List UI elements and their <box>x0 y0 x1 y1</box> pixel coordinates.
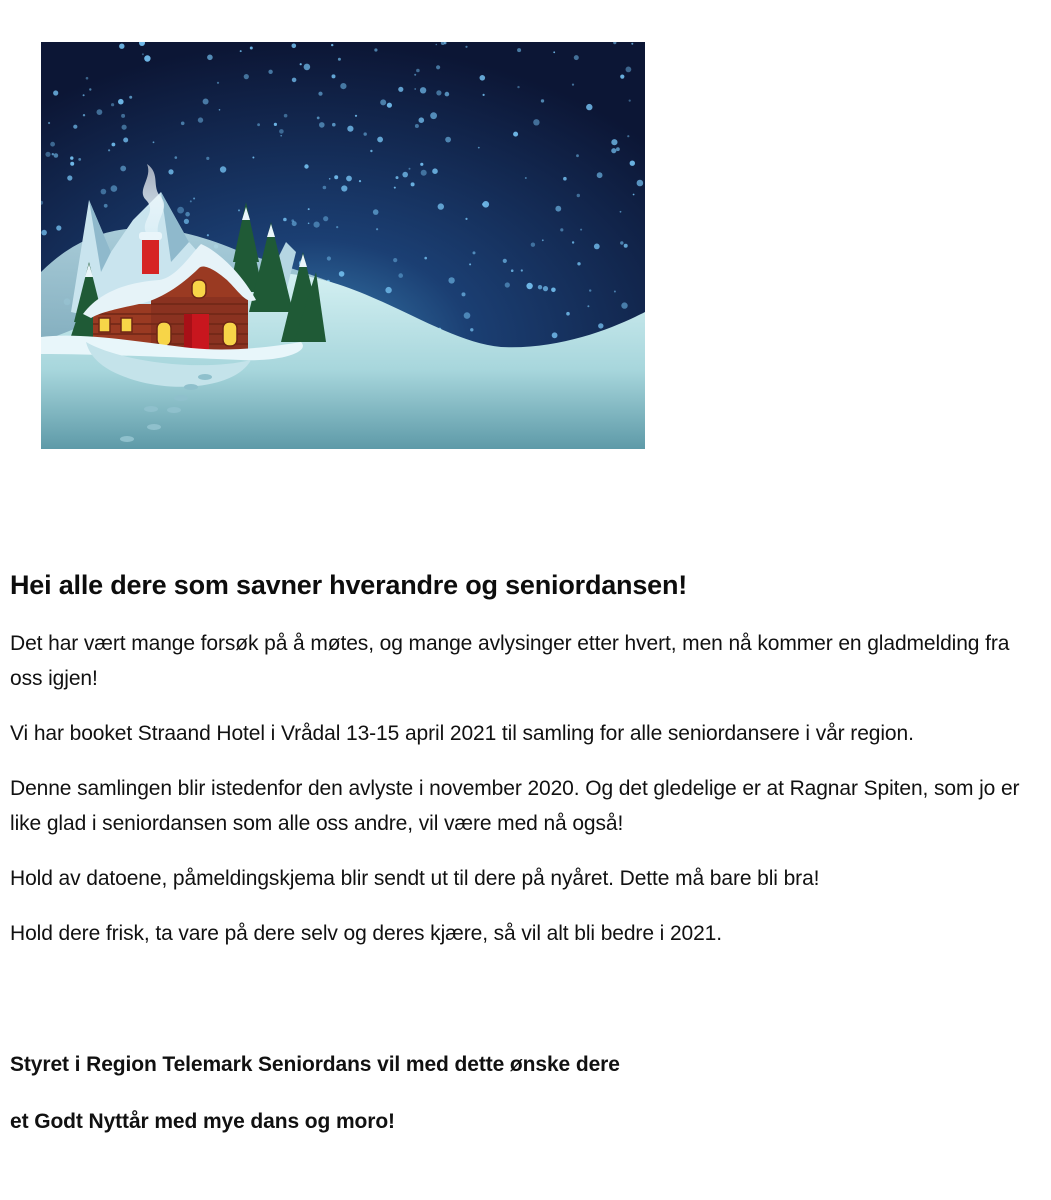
snowflake <box>465 218 467 220</box>
snowflake <box>318 92 322 96</box>
snowflake <box>111 185 118 192</box>
snowflake <box>323 216 328 221</box>
snowflake <box>252 157 254 159</box>
snowflake <box>620 75 624 79</box>
snowflake <box>396 176 399 179</box>
snowflake <box>517 48 521 52</box>
letter-body <box>10 566 1040 971</box>
snowflake <box>67 175 72 180</box>
snowflake <box>314 222 320 228</box>
snowflake <box>469 263 471 265</box>
snowflake <box>104 204 108 208</box>
winter-cabin-svg <box>41 42 645 449</box>
snowflake <box>48 122 50 124</box>
snowflake <box>121 114 125 118</box>
paragraph-wishes: Hold dere frisk, ta vare på dere selv og deres kjære, så vil alt bli bedre i 2021. <box>10 922 722 945</box>
snowflake <box>620 211 622 213</box>
snowflake <box>190 200 192 202</box>
snowflake <box>483 94 485 96</box>
snowflake <box>421 170 427 176</box>
snowflake <box>206 157 209 160</box>
snowflake <box>120 166 126 172</box>
snowflake <box>503 259 507 263</box>
snowflake <box>331 44 333 46</box>
snowflake <box>614 291 616 293</box>
snowflake <box>611 139 617 145</box>
snowflake <box>129 96 132 99</box>
snowflake <box>577 194 580 197</box>
snowflake <box>83 114 85 116</box>
snowflake <box>56 225 61 230</box>
snowflake <box>108 149 110 151</box>
snowflake <box>364 132 367 135</box>
snowflake <box>329 178 331 180</box>
snowflake <box>78 158 81 161</box>
snowflake <box>631 43 633 45</box>
snowflake <box>637 180 644 187</box>
snowflake <box>611 148 616 153</box>
snowflake <box>580 229 582 231</box>
snowflake <box>101 189 107 195</box>
snowflake <box>577 262 580 265</box>
snowflake <box>589 289 591 291</box>
snowflake <box>586 104 592 110</box>
snowflake <box>317 117 320 120</box>
snowflake <box>123 138 128 143</box>
snowflake <box>53 90 58 95</box>
snowflake <box>598 323 603 328</box>
snowflake <box>620 241 623 244</box>
snowflake <box>370 150 372 152</box>
snowflake <box>198 117 203 122</box>
snowflake <box>70 156 73 159</box>
snowflake <box>621 302 627 308</box>
snowflake <box>319 122 325 128</box>
snowflake <box>533 119 539 125</box>
snowflake <box>409 168 411 170</box>
snowflake <box>538 285 542 289</box>
snowflake <box>448 277 454 283</box>
snowflake <box>168 169 173 174</box>
snowflake <box>626 67 632 73</box>
snowflake <box>473 251 476 254</box>
paragraph-intro: Det har vært mange forsøk på å møtes, og mange avlysinger etter hvert, men nå kommer en gladmelding fra oss igjen! <box>10 632 1010 690</box>
snowflake <box>336 226 338 228</box>
snowflake <box>207 234 209 236</box>
snowflake <box>470 328 473 331</box>
snowflake <box>415 124 419 128</box>
snowflake <box>563 177 567 181</box>
snowflake <box>627 135 629 137</box>
snowflake <box>122 125 127 130</box>
snowflake <box>219 109 221 111</box>
snowflake <box>462 292 466 296</box>
snowflake <box>220 166 226 172</box>
snowflake <box>144 55 150 61</box>
snowflake <box>175 156 178 159</box>
snowflake <box>112 143 116 147</box>
snowflake <box>185 212 190 217</box>
paragraph-replacement: Denne samlingen blir istedenfor den avlyste i november 2020. Og det gledelige er at Ragnar Spiten, som jo er like glad i seniordansen som alle oss andre, vil være med nå også! <box>10 777 1020 835</box>
snowflake <box>576 154 579 157</box>
snowflake <box>346 176 352 182</box>
snowflake <box>385 287 391 293</box>
snowflake <box>436 65 440 69</box>
snowflake <box>511 269 514 272</box>
snowflake <box>393 258 397 262</box>
snowflake <box>340 83 346 89</box>
snowflake <box>478 147 480 149</box>
snowflake <box>420 87 426 93</box>
snowflake <box>338 58 341 61</box>
snowflake <box>555 206 561 212</box>
snowflake <box>304 164 308 168</box>
snowflake <box>521 269 523 271</box>
snowflake <box>542 239 544 241</box>
snowflake <box>257 123 260 126</box>
snowflake <box>193 198 195 200</box>
snowflake <box>54 153 59 158</box>
paragraph-dates: Hold av datoene, påmeldingskjema blir sendt ut til dere på nyåret. Dette må bare bli bra! <box>10 867 820 890</box>
snowflake <box>377 137 383 143</box>
snowflake <box>387 103 392 108</box>
closing-line-1: Styret i Region Telemark Seniordans vil med dette ønske dere <box>10 1053 620 1076</box>
snowflake <box>283 218 287 222</box>
snowflake <box>268 70 272 74</box>
snowflake <box>630 161 635 166</box>
letter-closing <box>10 1047 1040 1161</box>
snowflake <box>177 207 184 214</box>
snowflake <box>373 209 379 215</box>
snowflake <box>70 162 74 166</box>
snowflake <box>184 219 189 224</box>
snowflake <box>416 69 420 73</box>
snowflake <box>73 125 77 129</box>
snowflake <box>432 168 438 174</box>
snowflake <box>629 100 631 102</box>
snowflake <box>341 185 347 191</box>
snowflake <box>424 257 427 260</box>
snowflake <box>374 48 377 51</box>
snowflake <box>308 208 310 210</box>
snowflake <box>240 50 242 52</box>
snowflake <box>572 84 574 86</box>
snowflake <box>97 109 103 115</box>
snowflake <box>376 228 378 230</box>
snowflake <box>419 117 425 123</box>
paragraph-booking: Vi har booket Straand Hotel i Vrådal 13-15 april 2021 til samling for alle seniordansere i vår region. <box>10 722 914 745</box>
snowflake <box>153 141 155 143</box>
snowflake <box>526 283 532 289</box>
snowflake <box>292 78 297 83</box>
snowflake <box>300 63 302 65</box>
snowflake <box>594 244 600 250</box>
snowflake <box>323 186 327 190</box>
snowflake <box>217 82 219 84</box>
snowflake <box>566 312 570 316</box>
snowflake <box>483 201 490 208</box>
snowflake <box>274 123 277 126</box>
snowflake <box>430 112 437 119</box>
snowflake <box>308 223 310 225</box>
snowflake <box>436 90 441 95</box>
snowflake <box>86 77 89 80</box>
snowflake <box>380 99 386 105</box>
snowflake <box>597 172 603 178</box>
snowflake <box>464 312 471 319</box>
snowflake <box>118 99 124 105</box>
snowflake <box>304 64 311 71</box>
snowflake <box>181 122 185 126</box>
snowflake <box>572 241 574 243</box>
snowflake <box>525 177 527 179</box>
snowflake <box>207 55 213 61</box>
snowflake <box>332 123 336 127</box>
snowflake <box>332 74 336 78</box>
snowflake <box>541 99 544 102</box>
snowflake <box>347 126 353 132</box>
snowflake <box>587 305 589 307</box>
snowflake <box>402 172 408 178</box>
snowflake <box>89 88 91 90</box>
snowflake <box>292 44 297 49</box>
snowflake <box>438 203 444 209</box>
snowflake <box>560 228 563 231</box>
snowflake <box>445 92 450 97</box>
snowflake <box>284 114 288 118</box>
snowflake <box>398 87 403 92</box>
snowflake <box>52 153 54 155</box>
snowflake <box>142 53 144 55</box>
snowflake <box>238 209 240 211</box>
snowflake <box>41 230 47 236</box>
snowflake <box>552 332 558 338</box>
snowflake <box>616 147 620 151</box>
snowflake <box>420 163 423 166</box>
snowflake <box>291 219 294 222</box>
snowflake <box>414 74 416 76</box>
letter-heading: Hei alle dere som savner hverandre og seniordansen! <box>10 570 688 600</box>
snowflake <box>531 243 535 247</box>
snowflake <box>111 103 114 106</box>
snowflake <box>398 273 403 278</box>
snowflake <box>551 288 556 293</box>
snowflake <box>119 44 124 49</box>
snowflake <box>411 182 415 186</box>
snowflake <box>280 135 282 137</box>
snowflake <box>414 88 416 90</box>
snowflake <box>359 180 361 182</box>
snowflake <box>334 175 338 179</box>
snowflake <box>203 99 209 105</box>
snowflake <box>553 51 555 53</box>
snowflake <box>327 256 331 260</box>
snowflake <box>480 75 486 81</box>
snowflake <box>465 46 467 48</box>
snowflake <box>45 152 50 157</box>
snowflake <box>279 129 284 134</box>
snowflake <box>633 194 635 196</box>
snowflake <box>339 271 345 277</box>
snowflake <box>355 115 357 117</box>
snowflake <box>517 86 519 88</box>
winter-cabin-illustration <box>41 42 645 449</box>
snowflake <box>83 94 85 96</box>
snowflake <box>445 137 451 143</box>
snowflake <box>244 74 249 79</box>
snowflake <box>574 55 579 60</box>
snowflake <box>624 244 628 248</box>
snowflake <box>394 187 396 189</box>
snowflake <box>505 282 510 287</box>
snowflake <box>436 44 438 46</box>
snowflake <box>543 286 548 291</box>
snowflake <box>513 132 518 137</box>
snowflake <box>50 142 55 147</box>
snowflake <box>250 47 253 50</box>
closing-line-2: et Godt Nyttår med mye dans og moro! <box>10 1110 395 1133</box>
